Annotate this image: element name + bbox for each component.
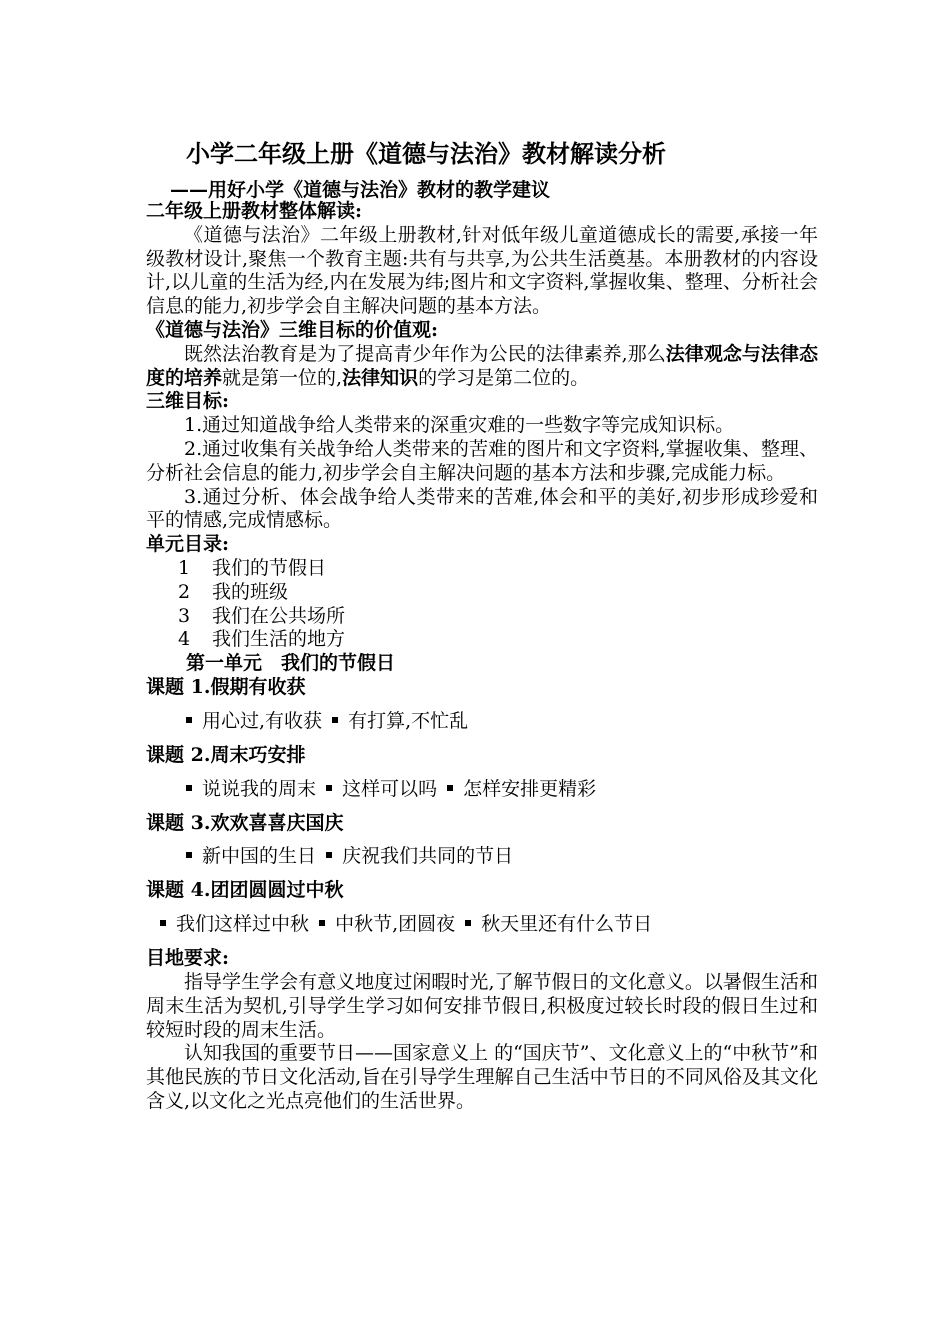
toc-number: 4 [178, 628, 191, 651]
values-bold-1: 法律观念与法律态度的培养 [146, 342, 818, 389]
lesson-point-text: 中秋节,团圆夜 [335, 913, 456, 936]
purpose-paragraph: 认知我国的重要节日——国家意义上 的“国庆节”、文化意义上的“中秋节”和其他民族的节日文化活动,旨在引导学生理解自己生活中节日的不同风俗及其文化含义,以文化之光点亮他们的生活世界。 [146, 1042, 818, 1112]
toc-item [146, 628, 818, 652]
section-heading-values: 《道德与法治》三维目标的价值观: [146, 318, 439, 341]
toc-label: 我们在公共场所 [212, 604, 346, 627]
document-title: 小学二年级上册《道德与法治》教材解读分析 [186, 139, 666, 168]
purpose-paragraph: 指导学生学会有意义地度过闲暇时光,了解节假日的文化意义。以暑假生活和周末生活为契机,引导学生学习如何安排节假日,积极度过较长时段的假日生过和较短时段的周末生活。 [146, 970, 818, 1041]
lesson-point-text: 秋天里还有什么节日 [481, 913, 653, 936]
lesson-point-text: 这样可以吗 [342, 777, 438, 800]
values-bold-2: 法律知识 [342, 366, 419, 389]
bullet-icon [319, 920, 325, 926]
lesson-point-text: 庆祝我们共同的节日 [342, 845, 514, 868]
lesson-point [160, 909, 309, 939]
values-text-2: 就是第一位的, [222, 366, 343, 389]
lesson-point-text: 用心过,有收获 [202, 709, 323, 732]
toc-item [146, 581, 818, 605]
lesson-point-text: 新中国的生日 [202, 845, 317, 868]
bullet-icon [186, 852, 192, 858]
document-body [146, 200, 818, 1114]
lesson-title: 课题 1.假期有收获 [146, 675, 306, 698]
toc-number: 2 [178, 580, 191, 603]
lesson-point [447, 774, 596, 804]
toc-label: 我们生活的地方 [212, 628, 346, 651]
lesson-point [332, 706, 468, 736]
overview-paragraph: 《道德与法治》二年级上册教材,针对低年级儿童道德成长的需要,承接一年级教材设计,聚焦一个教育主题:共有与共享,为公共生活奠基。本册教材的内容设计,以儿童的生活为经,内在发展为纬;图片和文字资料,掌握收集、整理、分析社会信息的能力,初步学会自主解决问题的基本方法。 [146, 223, 818, 318]
document-subtitle: ——用好小学《道德与法治》教材的教学建议 [170, 179, 551, 201]
bullet-icon [332, 717, 338, 723]
lesson-points [146, 774, 818, 804]
lesson-point-text: 我们这样过中秋 [176, 913, 310, 936]
section-heading-purpose: 目地要求: [146, 947, 230, 970]
toc-number: 1 [178, 556, 191, 579]
toc-number: 3 [178, 604, 191, 627]
values-text-3: 的学习是第二位的。 [418, 366, 590, 389]
bullet-icon [447, 785, 453, 791]
lesson-point [326, 774, 437, 804]
bullet-icon [160, 920, 166, 926]
bullet-icon [326, 785, 332, 791]
goal-item: 3.通过分析、体会战争给人类带来的苦难,体会和平的美好,初步形成珍爱和平的情感,完成情感标。 [146, 485, 818, 532]
lesson-point [186, 841, 316, 871]
toc-item [146, 605, 818, 629]
lesson-points [146, 909, 818, 939]
toc-item [146, 557, 818, 581]
lesson-point [319, 909, 455, 939]
lesson-point [186, 774, 316, 804]
lesson-point-text: 怎样安排更精彩 [463, 777, 597, 800]
toc-label: 我的班级 [212, 580, 289, 603]
lesson-point [465, 909, 652, 939]
lesson-point-text: 说说我的周末 [202, 777, 317, 800]
toc-label: 我们的节假日 [212, 556, 327, 579]
values-paragraph [146, 343, 818, 391]
lesson-point [186, 706, 322, 736]
lesson-title: 课题 4.团团圆圆过中秋 [146, 879, 344, 902]
values-text-1: 既然法治教育是为了提高青少年作为公民的法律素养,那么 [184, 342, 666, 365]
goal-item: 2.通过收集有关战争给人类带来的苦难的图片和文字资料,掌握收集、整理、分析社会信息的能力,初步学会自主解决问题的基本方法和步骤,完成能力标。 [146, 437, 818, 484]
lesson-title: 课题 3.欢欢喜喜庆国庆 [146, 811, 344, 834]
section-heading-goals: 三维目标: [146, 390, 230, 413]
lesson-points [146, 706, 818, 736]
section-heading-overview: 二年级上册教材整体解读: [146, 200, 363, 222]
bullet-icon [186, 785, 192, 791]
lesson-title: 课题 2.周末巧安排 [146, 743, 306, 766]
bullet-icon [326, 852, 332, 858]
lesson-point [326, 841, 513, 871]
goal-item: 1.通过知道战争给人类带来的深重灾难的一些数字等完成知识标。 [184, 414, 735, 437]
unit-heading: 第一单元 我们的节假日 [186, 652, 396, 675]
bullet-icon [186, 717, 192, 723]
bullet-icon [465, 920, 471, 926]
section-heading-toc: 单元目录: [146, 533, 230, 556]
lesson-points [146, 841, 818, 871]
lesson-point-text: 有打算,不忙乱 [348, 709, 469, 732]
